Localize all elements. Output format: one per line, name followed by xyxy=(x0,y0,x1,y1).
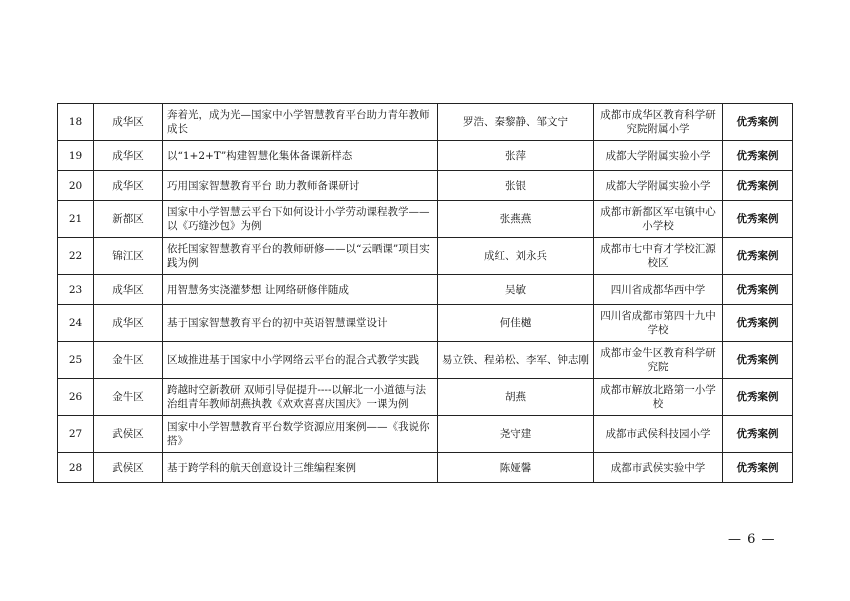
unit-cell: 成都市解放北路第一小学校 xyxy=(594,379,723,416)
authors-cell: 易立铁、程弟松、李军、钟志刚 xyxy=(438,342,594,379)
district-cell: 金牛区 xyxy=(94,342,163,379)
table-row xyxy=(58,104,793,141)
table-row xyxy=(58,141,793,171)
award-cell: 优秀案例 xyxy=(723,141,793,171)
authors-cell: 尧守建 xyxy=(438,416,594,453)
case-title-cell: 跨越时空新教研 双师引导促提升----以解北一小道德与法治组青年教师胡燕执教《欢欢喜喜庆国庆》一课为例 xyxy=(163,379,438,416)
case-title-cell: 基于国家智慧教育平台的初中英语智慧课堂设计 xyxy=(163,305,438,342)
unit-cell: 成都市成华区教育科学研究院附属小学 xyxy=(594,104,723,141)
district-cell: 成华区 xyxy=(94,104,163,141)
table-row xyxy=(58,305,793,342)
award-cell: 优秀案例 xyxy=(723,453,793,483)
case-title-cell: 奔着光，成为光—国家中小学智慧教育平台助力青年教师成长 xyxy=(163,104,438,141)
authors-cell: 张银 xyxy=(438,171,594,201)
unit-cell: 成都市武侯科技园小学 xyxy=(594,416,723,453)
row-number: 18 xyxy=(58,104,94,141)
row-number: 20 xyxy=(58,171,94,201)
row-number: 24 xyxy=(58,305,94,342)
table-row xyxy=(58,453,793,483)
award-cell: 优秀案例 xyxy=(723,275,793,305)
unit-cell: 成都市新都区军屯镇中心小学校 xyxy=(594,201,723,238)
row-number: 21 xyxy=(58,201,94,238)
row-number: 27 xyxy=(58,416,94,453)
district-cell: 成华区 xyxy=(94,305,163,342)
row-number: 22 xyxy=(58,238,94,275)
case-title-cell: 区域推进基于国家中小学网络云平台的混合式教学实践 xyxy=(163,342,438,379)
authors-cell: 成红、刘永兵 xyxy=(438,238,594,275)
award-cell: 优秀案例 xyxy=(723,416,793,453)
district-cell: 成华区 xyxy=(94,141,163,171)
table-row xyxy=(58,416,793,453)
unit-cell: 成都市金牛区教育科学研究院 xyxy=(594,342,723,379)
case-title-cell: 基于跨学科的航天创意设计三维编程案例 xyxy=(163,453,438,483)
table-row xyxy=(58,379,793,416)
district-cell: 成华区 xyxy=(94,171,163,201)
table-row xyxy=(58,342,793,379)
case-title-cell: 国家中小学智慧云平台下如何设计小学劳动课程教学——以《巧缝沙包》为例 xyxy=(163,201,438,238)
case-list-table xyxy=(57,103,793,483)
table-row xyxy=(58,171,793,201)
row-number: 19 xyxy=(58,141,94,171)
authors-cell: 胡燕 xyxy=(438,379,594,416)
table-row xyxy=(58,238,793,275)
award-cell: 优秀案例 xyxy=(723,201,793,238)
award-cell: 优秀案例 xyxy=(723,379,793,416)
district-cell: 锦江区 xyxy=(94,238,163,275)
unit-cell: 成都市武侯实验中学 xyxy=(594,453,723,483)
unit-cell: 四川省成都华西中学 xyxy=(594,275,723,305)
district-cell: 武侯区 xyxy=(94,453,163,483)
award-cell: 优秀案例 xyxy=(723,342,793,379)
award-cell: 优秀案例 xyxy=(723,238,793,275)
unit-cell: 成都大学附属实验小学 xyxy=(594,141,723,171)
case-title-cell: 用智慧务实浇灌梦想 让网络研修伴随成 xyxy=(163,275,438,305)
authors-cell: 张燕燕 xyxy=(438,201,594,238)
row-number: 26 xyxy=(58,379,94,416)
district-cell: 成华区 xyxy=(94,275,163,305)
case-title-cell: 依托国家智慧教育平台的教师研修——以“云晒课”项目实践为例 xyxy=(163,238,438,275)
authors-cell: 张萍 xyxy=(438,141,594,171)
row-number: 23 xyxy=(58,275,94,305)
unit-cell: 成都大学附属实验小学 xyxy=(594,171,723,201)
unit-cell: 成都市七中育才学校汇源校区 xyxy=(594,238,723,275)
row-number: 25 xyxy=(58,342,94,379)
district-cell: 武侯区 xyxy=(94,416,163,453)
case-list-body xyxy=(58,104,793,483)
award-cell: 优秀案例 xyxy=(723,104,793,141)
district-cell: 金牛区 xyxy=(94,379,163,416)
district-cell: 新都区 xyxy=(94,201,163,238)
award-cell: 优秀案例 xyxy=(723,171,793,201)
authors-cell: 罗浩、秦黎静、邹文宁 xyxy=(438,104,594,141)
row-number: 28 xyxy=(58,453,94,483)
case-title-cell: 以“1+2+T”构建智慧化集体备课新样态 xyxy=(163,141,438,171)
authors-cell: 何佳樾 xyxy=(438,305,594,342)
award-cell: 优秀案例 xyxy=(723,305,793,342)
case-title-cell: 巧用国家智慧教育平台 助力教师备课研讨 xyxy=(163,171,438,201)
unit-cell: 四川省成都市第四十九中学校 xyxy=(594,305,723,342)
case-title-cell: 国家中小学智慧教育平台数学资源应用案例——《我说你搭》 xyxy=(163,416,438,453)
authors-cell: 吴敏 xyxy=(438,275,594,305)
table-row xyxy=(58,275,793,305)
table-row xyxy=(58,201,793,238)
authors-cell: 陈娅馨 xyxy=(438,453,594,483)
page-number: — 6 — xyxy=(728,532,776,547)
